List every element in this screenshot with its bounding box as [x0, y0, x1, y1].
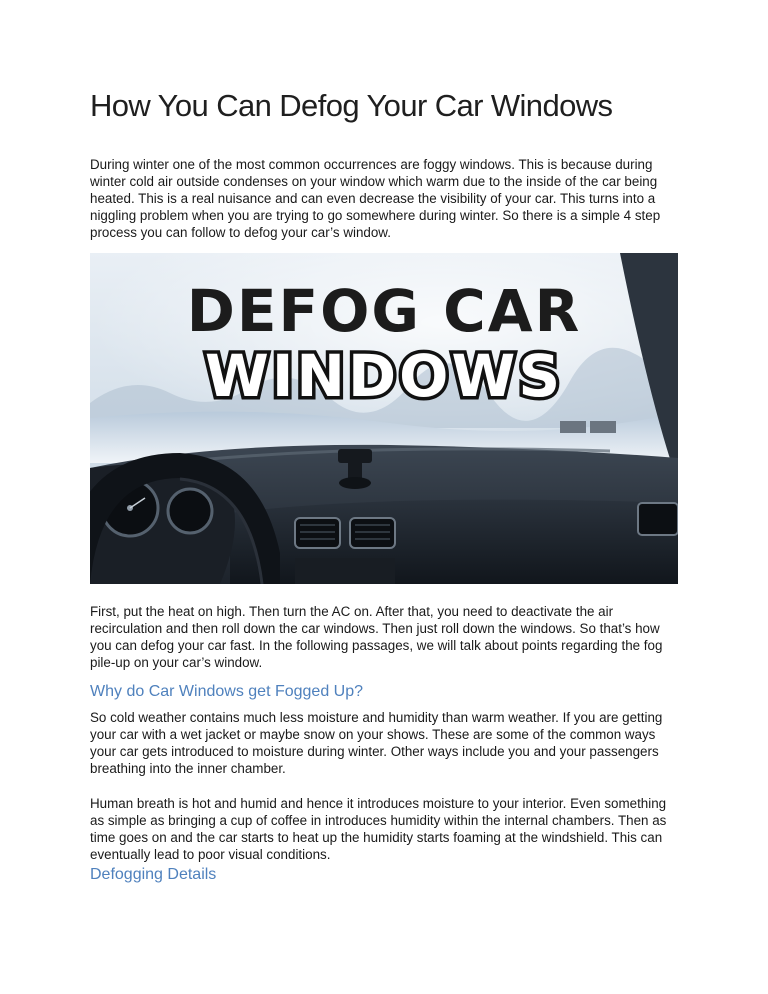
why-fog-paragraph-2: Human breath is hot and humid and hence it introduces moisture to your interior. Even something as simple as bringing a cup of coffee in introduces humidity within the internal chambers. Then as time goes on and the car starts to heat up the humidity starts foaming at the windshield. This can eventually lead to poor visual conditions. [90, 796, 667, 862]
page-title: How You Can Defog Your Car Windows [90, 88, 613, 123]
steps-paragraph: First, put the heat on high. Then turn the AC on. After that, you need to deactivate the air recirculation and then roll down the car windows. Then just roll down the windows. So that’s how you can defog your car fast. In the following passages, we will talk about points regarding the fog pile-up on your car’s window. [90, 604, 663, 670]
intro-paragraph: During winter one of the most common occurrences are foggy windows. This is because during winter cold air outside condenses on your window which warm due to the inside of the car being heated. This is a real nuisance and can even decrease the visibility of your car. This turns into a niggling problem when you are trying to go somewhere during winter. So there is a simple 4 step process you can follow to defog your car’s window. [90, 157, 661, 240]
why-fog-paragraph-1: So cold weather contains much less moisture and humidity than warm weather. If you are getting your car with a wet jacket or maybe snow on your shows. These are some of the common ways your car gets introduced to moisture during winter. Other ways include you and your passengers breathing into the inner chamber. [90, 710, 663, 776]
hero-image [90, 253, 678, 584]
hero-text-line1: DEFOG CAR [186, 277, 582, 345]
section-heading-why-fog: Why do Car Windows get Fogged Up? [90, 683, 364, 700]
hero-text-line2: WINDOWS [204, 342, 564, 410]
section-heading-defogging-details: Defogging Details [90, 866, 217, 883]
